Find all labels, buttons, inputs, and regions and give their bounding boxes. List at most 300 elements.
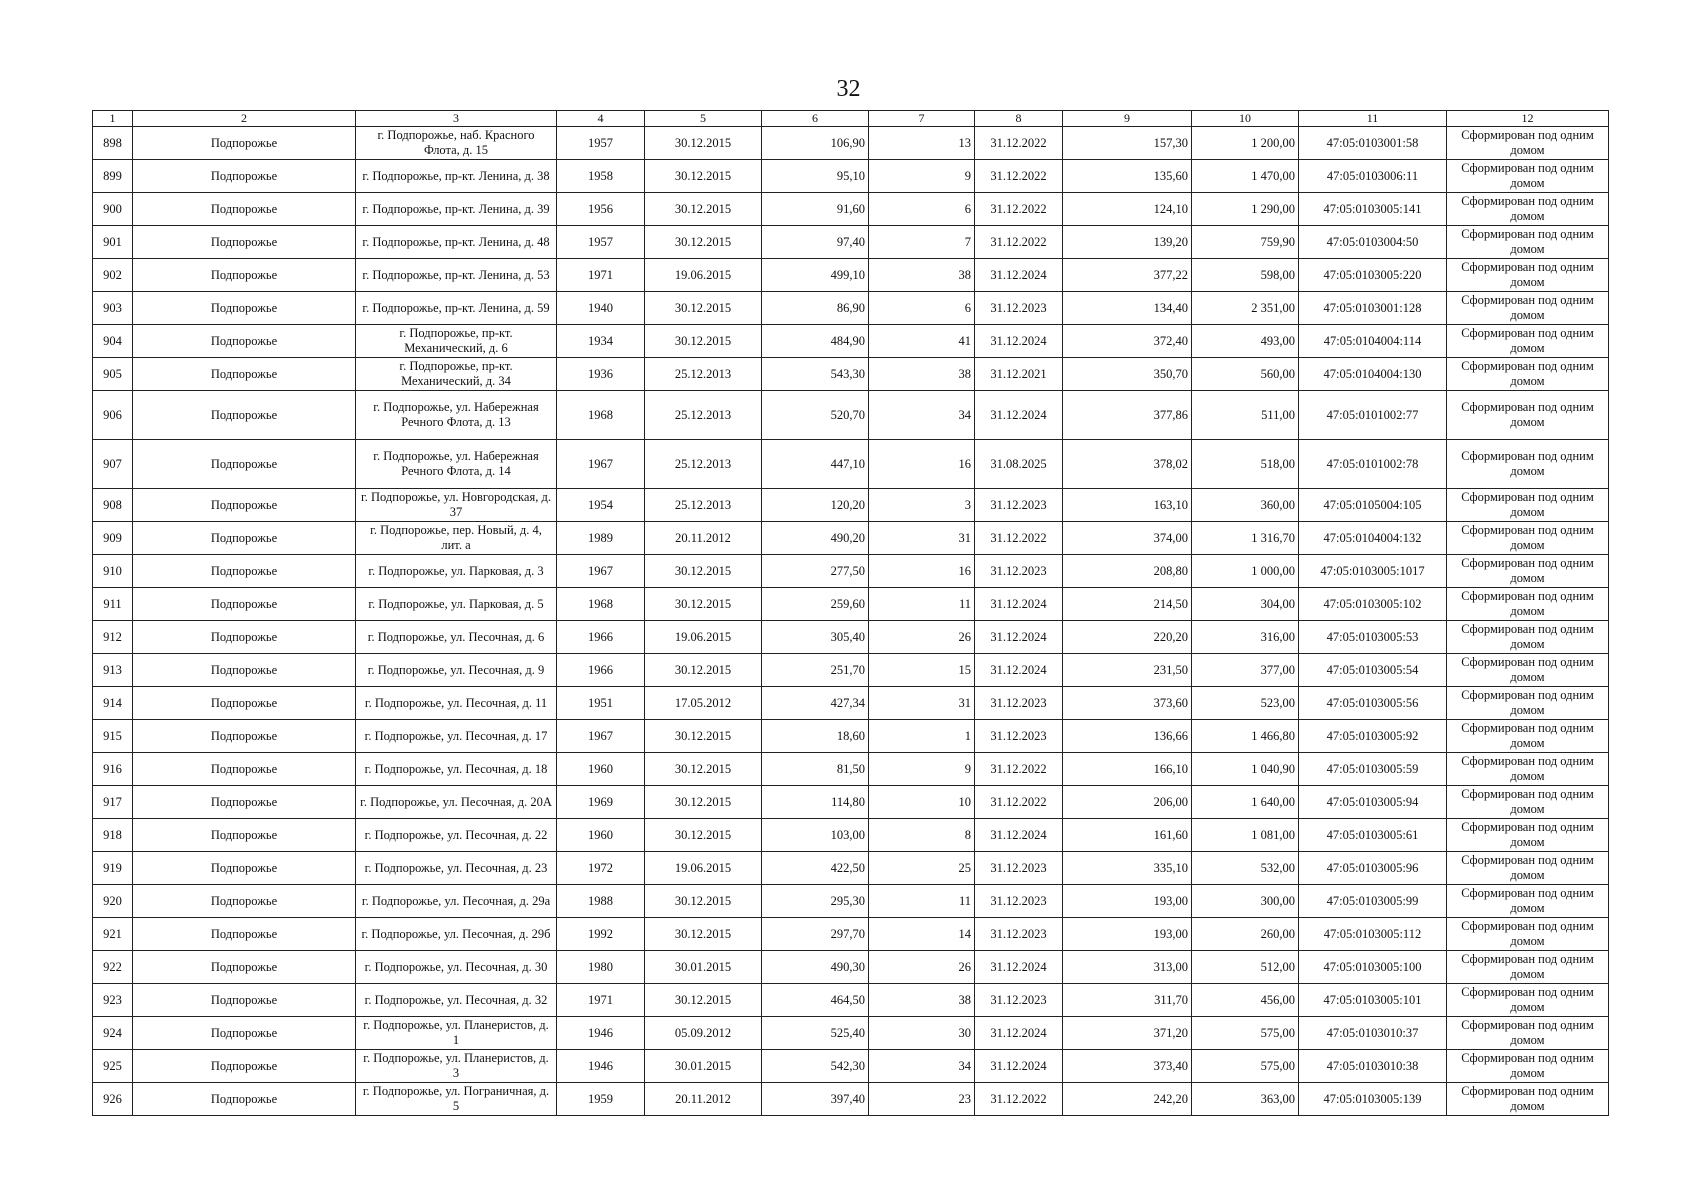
note-cell: Сформирован под одним домом <box>1447 918 1609 951</box>
locality-cell: Подпорожье <box>133 687 356 720</box>
row-number-cell: 920 <box>93 885 133 918</box>
table-row <box>93 440 1609 489</box>
year-built-cell: 1967 <box>557 440 645 489</box>
row-number-cell: 912 <box>93 621 133 654</box>
note-cell: Сформирован под одним домом <box>1447 786 1609 819</box>
row-number-cell: 905 <box>93 358 133 391</box>
date-cell: 30.12.2015 <box>645 885 762 918</box>
end-date-cell: 31.12.2023 <box>975 489 1063 522</box>
locality-cell: Подпорожье <box>133 786 356 819</box>
column-header: 6 <box>762 111 869 127</box>
value-9-cell: 134,40 <box>1063 292 1192 325</box>
row-number-cell: 908 <box>93 489 133 522</box>
value-10-cell: 1 316,70 <box>1192 522 1299 555</box>
cadastral-number-cell: 47:05:0105004:105 <box>1299 489 1447 522</box>
row-number-cell: 922 <box>93 951 133 984</box>
table-row <box>93 226 1609 259</box>
cadastral-number-cell: 47:05:0103005:56 <box>1299 687 1447 720</box>
address-cell: г. Подпорожье, ул. Парковая, д. 5 <box>356 588 557 621</box>
table-row <box>93 489 1609 522</box>
table-row <box>93 1050 1609 1083</box>
end-date-cell: 31.12.2023 <box>975 687 1063 720</box>
value-9-cell: 163,10 <box>1063 489 1192 522</box>
area-cell: 259,60 <box>762 588 869 621</box>
row-number-cell: 907 <box>93 440 133 489</box>
end-date-cell: 31.08.2025 <box>975 440 1063 489</box>
count-cell: 16 <box>869 440 975 489</box>
address-cell: г. Подпорожье, ул. Планеристов, д. 1 <box>356 1017 557 1050</box>
count-cell: 31 <box>869 687 975 720</box>
locality-cell: Подпорожье <box>133 440 356 489</box>
area-cell: 277,50 <box>762 555 869 588</box>
year-built-cell: 1971 <box>557 984 645 1017</box>
end-date-cell: 31.12.2024 <box>975 819 1063 852</box>
date-cell: 19.06.2015 <box>645 259 762 292</box>
year-built-cell: 1980 <box>557 951 645 984</box>
date-cell: 30.12.2015 <box>645 654 762 687</box>
count-cell: 38 <box>869 358 975 391</box>
cadastral-number-cell: 47:05:0103005:96 <box>1299 852 1447 885</box>
end-date-cell: 31.12.2024 <box>975 621 1063 654</box>
locality-cell: Подпорожье <box>133 489 356 522</box>
count-cell: 11 <box>869 885 975 918</box>
table-row <box>93 621 1609 654</box>
table-row <box>93 951 1609 984</box>
locality-cell: Подпорожье <box>133 984 356 1017</box>
locality-cell: Подпорожье <box>133 391 356 440</box>
value-9-cell: 193,00 <box>1063 918 1192 951</box>
cadastral-number-cell: 47:05:0103005:220 <box>1299 259 1447 292</box>
cadastral-number-cell: 47:05:0103005:102 <box>1299 588 1447 621</box>
row-number-cell: 918 <box>93 819 133 852</box>
end-date-cell: 31.12.2023 <box>975 918 1063 951</box>
row-number-cell: 898 <box>93 127 133 160</box>
column-header: 5 <box>645 111 762 127</box>
value-9-cell: 242,20 <box>1063 1083 1192 1116</box>
cadastral-number-cell: 47:05:0103005:94 <box>1299 786 1447 819</box>
row-number-cell: 917 <box>93 786 133 819</box>
area-cell: 114,80 <box>762 786 869 819</box>
value-10-cell: 360,00 <box>1192 489 1299 522</box>
note-cell: Сформирован под одним домом <box>1447 1050 1609 1083</box>
row-number-cell: 911 <box>93 588 133 621</box>
area-cell: 18,60 <box>762 720 869 753</box>
value-9-cell: 124,10 <box>1063 193 1192 226</box>
year-built-cell: 1940 <box>557 292 645 325</box>
address-cell: г. Подпорожье, пр-кт. Ленина, д. 59 <box>356 292 557 325</box>
area-cell: 106,90 <box>762 127 869 160</box>
value-9-cell: 193,00 <box>1063 885 1192 918</box>
count-cell: 16 <box>869 555 975 588</box>
count-cell: 25 <box>869 852 975 885</box>
date-cell: 17.05.2012 <box>645 687 762 720</box>
year-built-cell: 1972 <box>557 852 645 885</box>
count-cell: 41 <box>869 325 975 358</box>
count-cell: 23 <box>869 1083 975 1116</box>
row-number-cell: 904 <box>93 325 133 358</box>
end-date-cell: 31.12.2022 <box>975 226 1063 259</box>
date-cell: 25.12.2013 <box>645 358 762 391</box>
address-cell: г. Подпорожье, ул. Пограничная, д. 5 <box>356 1083 557 1116</box>
value-10-cell: 523,00 <box>1192 687 1299 720</box>
value-9-cell: 157,30 <box>1063 127 1192 160</box>
cadastral-number-cell: 47:05:0103005:61 <box>1299 819 1447 852</box>
end-date-cell: 31.12.2022 <box>975 127 1063 160</box>
value-10-cell: 518,00 <box>1192 440 1299 489</box>
date-cell: 30.12.2015 <box>645 325 762 358</box>
row-number-cell: 901 <box>93 226 133 259</box>
address-cell: г. Подпорожье, ул. Набережная Речного Флота, д. 13 <box>356 391 557 440</box>
end-date-cell: 31.12.2024 <box>975 654 1063 687</box>
year-built-cell: 1968 <box>557 391 645 440</box>
year-built-cell: 1960 <box>557 819 645 852</box>
cadastral-number-cell: 47:05:0104004:132 <box>1299 522 1447 555</box>
count-cell: 26 <box>869 621 975 654</box>
value-9-cell: 373,40 <box>1063 1050 1192 1083</box>
area-cell: 86,90 <box>762 292 869 325</box>
note-cell: Сформирован под одним домом <box>1447 588 1609 621</box>
note-cell: Сформирован под одним домом <box>1447 325 1609 358</box>
table-row <box>93 918 1609 951</box>
table-row <box>93 786 1609 819</box>
note-cell: Сформирован под одним домом <box>1447 440 1609 489</box>
address-cell: г. Подпорожье, ул. Песочная, д. 30 <box>356 951 557 984</box>
note-cell: Сформирован под одним домом <box>1447 555 1609 588</box>
cadastral-number-cell: 47:05:0103005:92 <box>1299 720 1447 753</box>
locality-cell: Подпорожье <box>133 819 356 852</box>
date-cell: 30.12.2015 <box>645 292 762 325</box>
date-cell: 30.12.2015 <box>645 819 762 852</box>
count-cell: 9 <box>869 753 975 786</box>
table-row <box>93 160 1609 193</box>
note-cell: Сформирован под одним домом <box>1447 160 1609 193</box>
address-cell: г. Подпорожье, ул. Песочная, д. 29б <box>356 918 557 951</box>
address-cell: г. Подпорожье, ул. Песочная, д. 9 <box>356 654 557 687</box>
date-cell: 20.11.2012 <box>645 1083 762 1116</box>
value-9-cell: 161,60 <box>1063 819 1192 852</box>
note-cell: Сформирован под одним домом <box>1447 489 1609 522</box>
count-cell: 6 <box>869 193 975 226</box>
row-number-cell: 913 <box>93 654 133 687</box>
row-number-cell: 906 <box>93 391 133 440</box>
note-cell: Сформирован под одним домом <box>1447 292 1609 325</box>
row-number-cell: 914 <box>93 687 133 720</box>
date-cell: 20.11.2012 <box>645 522 762 555</box>
cadastral-number-cell: 47:05:0103001:128 <box>1299 292 1447 325</box>
note-cell: Сформирован под одним домом <box>1447 522 1609 555</box>
note-cell: Сформирован под одним домом <box>1447 259 1609 292</box>
year-built-cell: 1934 <box>557 325 645 358</box>
table-row <box>93 1017 1609 1050</box>
year-built-cell: 1968 <box>557 588 645 621</box>
value-10-cell: 377,00 <box>1192 654 1299 687</box>
header-row <box>93 111 1609 127</box>
column-header: 2 <box>133 111 356 127</box>
count-cell: 9 <box>869 160 975 193</box>
end-date-cell: 31.12.2023 <box>975 852 1063 885</box>
row-number-cell: 923 <box>93 984 133 1017</box>
end-date-cell: 31.12.2024 <box>975 1050 1063 1083</box>
value-10-cell: 1 040,90 <box>1192 753 1299 786</box>
locality-cell: Подпорожье <box>133 885 356 918</box>
locality-cell: Подпорожье <box>133 127 356 160</box>
row-number-cell: 919 <box>93 852 133 885</box>
value-9-cell: 139,20 <box>1063 226 1192 259</box>
locality-cell: Подпорожье <box>133 852 356 885</box>
cadastral-number-cell: 47:05:0103005:139 <box>1299 1083 1447 1116</box>
year-built-cell: 1967 <box>557 720 645 753</box>
date-cell: 30.12.2015 <box>645 984 762 1017</box>
note-cell: Сформирован под одним домом <box>1447 852 1609 885</box>
table-row <box>93 193 1609 226</box>
value-9-cell: 220,20 <box>1063 621 1192 654</box>
value-9-cell: 135,60 <box>1063 160 1192 193</box>
end-date-cell: 31.12.2024 <box>975 1017 1063 1050</box>
value-10-cell: 560,00 <box>1192 358 1299 391</box>
locality-cell: Подпорожье <box>133 555 356 588</box>
value-9-cell: 371,20 <box>1063 1017 1192 1050</box>
cadastral-number-cell: 47:05:0103005:99 <box>1299 885 1447 918</box>
housing-table <box>92 110 1609 1116</box>
date-cell: 30.12.2015 <box>645 918 762 951</box>
area-cell: 490,30 <box>762 951 869 984</box>
value-9-cell: 350,70 <box>1063 358 1192 391</box>
area-cell: 251,70 <box>762 654 869 687</box>
date-cell: 30.12.2015 <box>645 127 762 160</box>
cadastral-number-cell: 47:05:0103005:112 <box>1299 918 1447 951</box>
cadastral-number-cell: 47:05:0101002:77 <box>1299 391 1447 440</box>
address-cell: г. Подпорожье, ул. Песочная, д. 20А <box>356 786 557 819</box>
address-cell: г. Подпорожье, пр-кт. Ленина, д. 53 <box>356 259 557 292</box>
value-10-cell: 1 470,00 <box>1192 160 1299 193</box>
address-cell: г. Подпорожье, ул. Планеристов, д. 3 <box>356 1050 557 1083</box>
date-cell: 25.12.2013 <box>645 391 762 440</box>
count-cell: 3 <box>869 489 975 522</box>
table-row <box>93 325 1609 358</box>
locality-cell: Подпорожье <box>133 358 356 391</box>
area-cell: 120,20 <box>762 489 869 522</box>
area-cell: 81,50 <box>762 753 869 786</box>
row-number-cell: 902 <box>93 259 133 292</box>
locality-cell: Подпорожье <box>133 1083 356 1116</box>
count-cell: 34 <box>869 391 975 440</box>
note-cell: Сформирован под одним домом <box>1447 193 1609 226</box>
year-built-cell: 1936 <box>557 358 645 391</box>
date-cell: 05.09.2012 <box>645 1017 762 1050</box>
cadastral-number-cell: 47:05:0103005:1017 <box>1299 555 1447 588</box>
date-cell: 30.01.2015 <box>645 951 762 984</box>
cadastral-number-cell: 47:05:0103006:11 <box>1299 160 1447 193</box>
area-cell: 422,50 <box>762 852 869 885</box>
value-9-cell: 377,22 <box>1063 259 1192 292</box>
year-built-cell: 1989 <box>557 522 645 555</box>
cadastral-number-cell: 47:05:0104004:114 <box>1299 325 1447 358</box>
locality-cell: Подпорожье <box>133 720 356 753</box>
address-cell: г. Подпорожье, ул. Песочная, д. 17 <box>356 720 557 753</box>
row-number-cell: 900 <box>93 193 133 226</box>
note-cell: Сформирован под одним домом <box>1447 1083 1609 1116</box>
area-cell: 543,30 <box>762 358 869 391</box>
area-cell: 97,40 <box>762 226 869 259</box>
locality-cell: Подпорожье <box>133 226 356 259</box>
address-cell: г. Подпорожье, ул. Песочная, д. 11 <box>356 687 557 720</box>
year-built-cell: 1960 <box>557 753 645 786</box>
cadastral-number-cell: 47:05:0103010:38 <box>1299 1050 1447 1083</box>
value-10-cell: 532,00 <box>1192 852 1299 885</box>
area-cell: 525,40 <box>762 1017 869 1050</box>
note-cell: Сформирован под одним домом <box>1447 621 1609 654</box>
row-number-cell: 903 <box>93 292 133 325</box>
area-cell: 499,10 <box>762 259 869 292</box>
cadastral-number-cell: 47:05:0103005:53 <box>1299 621 1447 654</box>
year-built-cell: 1951 <box>557 687 645 720</box>
address-cell: г. Подпорожье, пр-кт. Ленина, д. 48 <box>356 226 557 259</box>
area-cell: 103,00 <box>762 819 869 852</box>
value-9-cell: 214,50 <box>1063 588 1192 621</box>
table-row <box>93 522 1609 555</box>
address-cell: г. Подпорожье, ул. Набережная Речного Флота, д. 14 <box>356 440 557 489</box>
count-cell: 6 <box>869 292 975 325</box>
date-cell: 30.01.2015 <box>645 1050 762 1083</box>
date-cell: 19.06.2015 <box>645 852 762 885</box>
table-row <box>93 358 1609 391</box>
value-10-cell: 363,00 <box>1192 1083 1299 1116</box>
value-9-cell: 231,50 <box>1063 654 1192 687</box>
note-cell: Сформирован под одним домом <box>1447 720 1609 753</box>
row-number-cell: 926 <box>93 1083 133 1116</box>
note-cell: Сформирован под одним домом <box>1447 885 1609 918</box>
table-row <box>93 588 1609 621</box>
locality-cell: Подпорожье <box>133 621 356 654</box>
area-cell: 464,50 <box>762 984 869 1017</box>
cadastral-number-cell: 47:05:0103001:58 <box>1299 127 1447 160</box>
table-row <box>93 984 1609 1017</box>
note-cell: Сформирован под одним домом <box>1447 391 1609 440</box>
locality-cell: Подпорожье <box>133 193 356 226</box>
year-built-cell: 1946 <box>557 1017 645 1050</box>
locality-cell: Подпорожье <box>133 259 356 292</box>
count-cell: 8 <box>869 819 975 852</box>
year-built-cell: 1966 <box>557 654 645 687</box>
date-cell: 30.12.2015 <box>645 588 762 621</box>
row-number-cell: 899 <box>93 160 133 193</box>
value-10-cell: 304,00 <box>1192 588 1299 621</box>
table-row <box>93 687 1609 720</box>
table-row <box>93 852 1609 885</box>
value-10-cell: 1 466,80 <box>1192 720 1299 753</box>
address-cell: г. Подпорожье, пр-кт. Механический, д. 34 <box>356 358 557 391</box>
address-cell: г. Подпорожье, пр-кт. Ленина, д. 39 <box>356 193 557 226</box>
count-cell: 13 <box>869 127 975 160</box>
table-row <box>93 555 1609 588</box>
end-date-cell: 31.12.2024 <box>975 391 1063 440</box>
value-10-cell: 575,00 <box>1192 1050 1299 1083</box>
value-10-cell: 2 351,00 <box>1192 292 1299 325</box>
cadastral-number-cell: 47:05:0101002:78 <box>1299 440 1447 489</box>
date-cell: 30.12.2015 <box>645 160 762 193</box>
value-10-cell: 1 000,00 <box>1192 555 1299 588</box>
locality-cell: Подпорожье <box>133 951 356 984</box>
area-cell: 542,30 <box>762 1050 869 1083</box>
value-9-cell: 378,02 <box>1063 440 1192 489</box>
date-cell: 19.06.2015 <box>645 621 762 654</box>
locality-cell: Подпорожье <box>133 325 356 358</box>
year-built-cell: 1992 <box>557 918 645 951</box>
table-row <box>93 391 1609 440</box>
year-built-cell: 1969 <box>557 786 645 819</box>
count-cell: 10 <box>869 786 975 819</box>
row-number-cell: 909 <box>93 522 133 555</box>
count-cell: 11 <box>869 588 975 621</box>
table-row <box>93 292 1609 325</box>
end-date-cell: 31.12.2022 <box>975 786 1063 819</box>
end-date-cell: 31.12.2021 <box>975 358 1063 391</box>
address-cell: г. Подпорожье, пр-кт. Ленина, д. 38 <box>356 160 557 193</box>
year-built-cell: 1958 <box>557 160 645 193</box>
row-number-cell: 915 <box>93 720 133 753</box>
count-cell: 7 <box>869 226 975 259</box>
end-date-cell: 31.12.2023 <box>975 292 1063 325</box>
area-cell: 95,10 <box>762 160 869 193</box>
count-cell: 34 <box>869 1050 975 1083</box>
area-cell: 520,70 <box>762 391 869 440</box>
locality-cell: Подпорожье <box>133 588 356 621</box>
year-built-cell: 1954 <box>557 489 645 522</box>
date-cell: 30.12.2015 <box>645 753 762 786</box>
value-9-cell: 208,80 <box>1063 555 1192 588</box>
column-header: 11 <box>1299 111 1447 127</box>
locality-cell: Подпорожье <box>133 1050 356 1083</box>
row-number-cell: 916 <box>93 753 133 786</box>
address-cell: г. Подпорожье, ул. Песочная, д. 22 <box>356 819 557 852</box>
end-date-cell: 31.12.2022 <box>975 753 1063 786</box>
note-cell: Сформирован под одним домом <box>1447 127 1609 160</box>
end-date-cell: 31.12.2024 <box>975 259 1063 292</box>
value-10-cell: 316,00 <box>1192 621 1299 654</box>
table-row <box>93 885 1609 918</box>
note-cell: Сформирован под одним домом <box>1447 984 1609 1017</box>
value-10-cell: 575,00 <box>1192 1017 1299 1050</box>
end-date-cell: 31.12.2024 <box>975 325 1063 358</box>
count-cell: 31 <box>869 522 975 555</box>
value-10-cell: 1 290,00 <box>1192 193 1299 226</box>
end-date-cell: 31.12.2023 <box>975 555 1063 588</box>
value-9-cell: 372,40 <box>1063 325 1192 358</box>
address-cell: г. Подпорожье, ул. Песочная, д. 23 <box>356 852 557 885</box>
area-cell: 490,20 <box>762 522 869 555</box>
date-cell: 30.12.2015 <box>645 720 762 753</box>
value-10-cell: 456,00 <box>1192 984 1299 1017</box>
year-built-cell: 1971 <box>557 259 645 292</box>
locality-cell: Подпорожье <box>133 918 356 951</box>
row-number-cell: 921 <box>93 918 133 951</box>
note-cell: Сформирован под одним домом <box>1447 951 1609 984</box>
cadastral-number-cell: 47:05:0103005:101 <box>1299 984 1447 1017</box>
area-cell: 305,40 <box>762 621 869 654</box>
address-cell: г. Подпорожье, ул. Песочная, д. 32 <box>356 984 557 1017</box>
table-row <box>93 819 1609 852</box>
end-date-cell: 31.12.2022 <box>975 1083 1063 1116</box>
year-built-cell: 1946 <box>557 1050 645 1083</box>
value-9-cell: 335,10 <box>1063 852 1192 885</box>
area-cell: 397,40 <box>762 1083 869 1116</box>
value-10-cell: 1 640,00 <box>1192 786 1299 819</box>
column-header: 10 <box>1192 111 1299 127</box>
row-number-cell: 924 <box>93 1017 133 1050</box>
locality-cell: Подпорожье <box>133 522 356 555</box>
count-cell: 15 <box>869 654 975 687</box>
date-cell: 25.12.2013 <box>645 440 762 489</box>
